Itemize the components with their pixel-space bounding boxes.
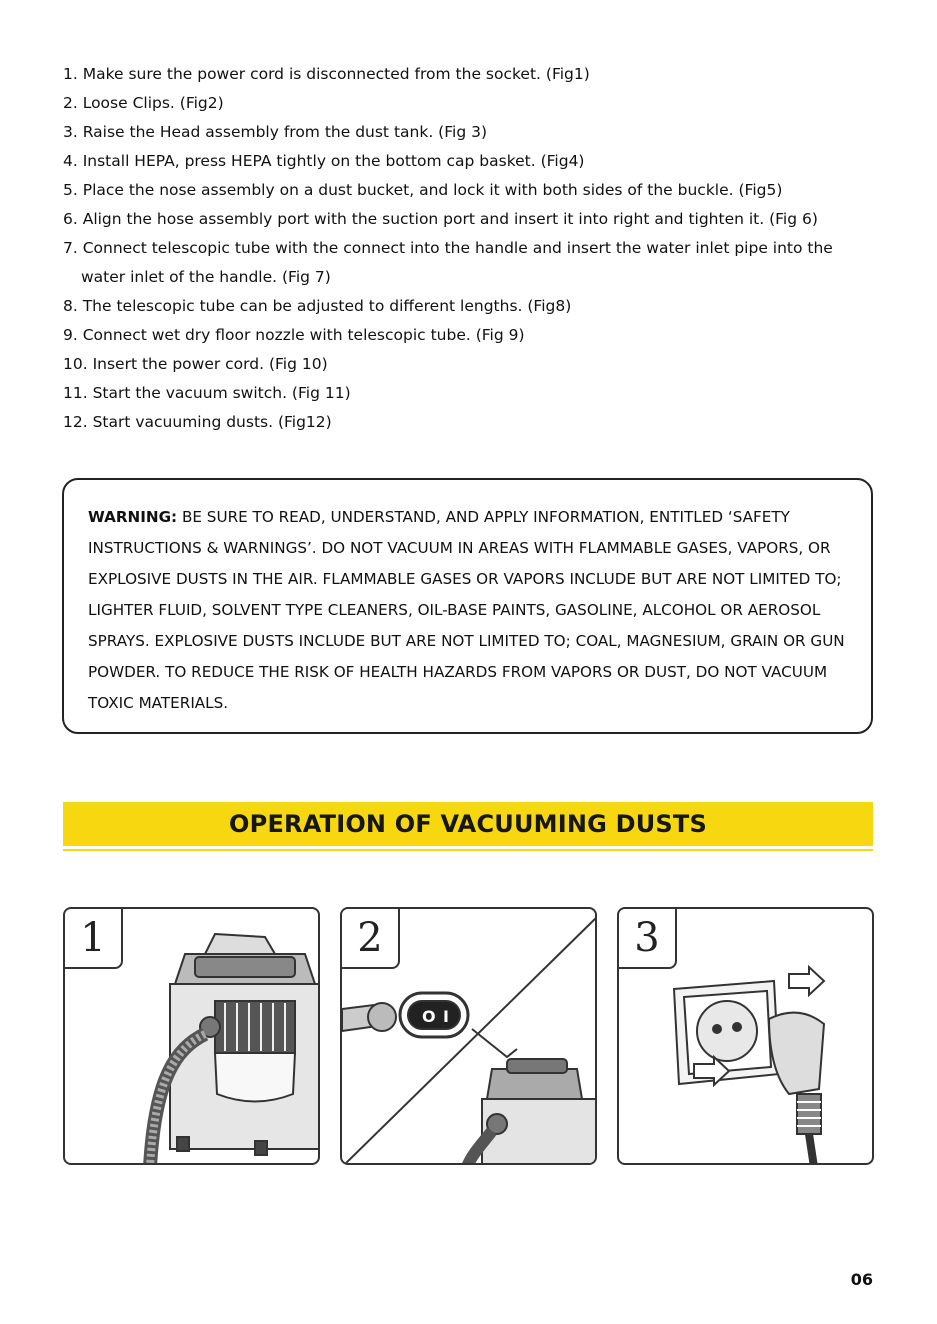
warning-paragraph — [88, 502, 851, 719]
step-10: 10. Insert the power cord. (Fig 10) — [63, 355, 328, 373]
step-12: 12. Start vacuuming dusts. (Fig12) — [63, 413, 332, 431]
figure-3-number: 3 — [617, 907, 677, 969]
step-8: 8. The telescopic tube can be adjusted to different lengths. (Fig8) — [63, 297, 572, 315]
switch-off-label: O — [422, 1007, 436, 1026]
step-7: 7. Connect telescopic tube with the connect into the handle and insert the water inlet pipe into the water inlet of the handle. (Fig 7) — [63, 239, 833, 286]
page-number: 06 — [850, 1270, 873, 1289]
step-6: 6. Align the hose assembly port with the suction port and insert it into right and tighten it. (Fig 6) — [63, 210, 818, 228]
figure-3 — [617, 907, 874, 1165]
warning-label: WARNING: — [88, 508, 178, 526]
figure-1 — [63, 907, 320, 1165]
figure-2-number: 2 — [340, 907, 400, 969]
step-9: 9. Connect wet dry floor nozzle with telescopic tube. (Fig 9) — [63, 326, 525, 344]
figure-2 — [340, 907, 597, 1165]
step-3: 3. Raise the Head assembly from the dust tank. (Fig 3) — [63, 123, 487, 141]
switch-on-label: I — [443, 1007, 449, 1026]
instruction-steps — [63, 60, 863, 437]
step-5: 5. Place the nose assembly on a dust bucket, and lock it with both sides of the buckle. (Fig5) — [63, 181, 783, 199]
section-title: OPERATION OF VACUUMING DUSTS — [229, 810, 707, 838]
step-11: 11. Start the vacuum switch. (Fig 11) — [63, 384, 351, 402]
warning-text: BE SURE TO READ, UNDERSTAND, AND APPLY INFORMATION, ENTITLED ‘SAFETY INSTRUCTIONS & WARNINGS’. DO NOT VACUUM IN AREAS WITH FLAMMABLE GASES, VAPORS, OR EXPLOSIVE DUSTS IN THE AIR. FLAMMABLE GASES OR VAPORS INCLUDE BUT ARE NOT LIMITED TO; LIGHTER FLUID, SOLVENT TYPE CLEANERS, OIL-BASE PAINTS, GASOLINE, ALCOHOL OR AEROSOL SPRAYS. EXPLOSIVE DUSTS INCLUDE BUT ARE NOT LIMITED TO; COAL, MAGNESIUM, GRAIN OR GUN POWDER. TO REDUCE THE RISK OF HEALTH HAZARDS FROM VAPORS OR DUST, DO NOT VACUUM TOXIC MATERIALS. — [88, 508, 845, 712]
section-banner — [63, 802, 873, 846]
warning-box — [62, 478, 873, 734]
figure-1-number: 1 — [63, 907, 123, 969]
step-4: 4. Install HEPA, press HEPA tightly on the bottom cap basket. (Fig4) — [63, 152, 585, 170]
step-2: 2. Loose Clips. (Fig2) — [63, 94, 224, 112]
step-1: 1. Make sure the power cord is disconnected from the socket. (Fig1) — [63, 65, 590, 83]
banner-underline — [63, 849, 873, 851]
